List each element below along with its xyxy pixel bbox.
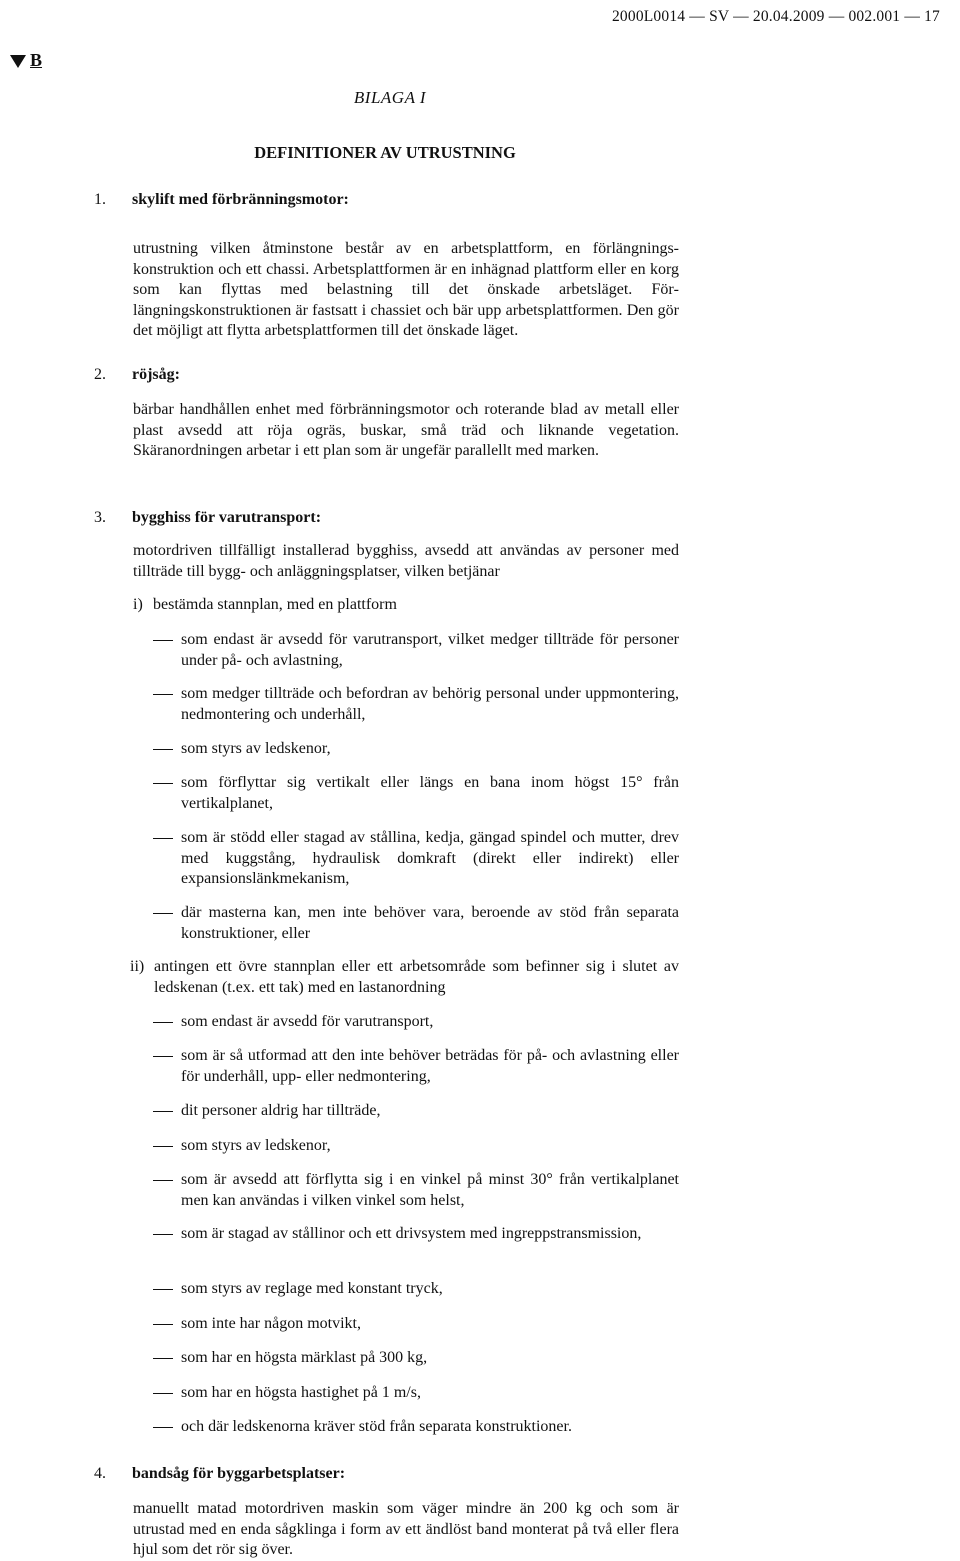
em-dash-rule <box>153 913 173 914</box>
em-dash-rule <box>153 1393 173 1394</box>
running-header: 2000L0014 — SV — 20.04.2009 — 002.001 — 17 <box>611 8 940 25</box>
sub-item-i <box>133 595 679 616</box>
dash-item: dit personer aldrig har tillträde, <box>153 1101 679 1122</box>
dash-item: som endast är avsedd för varutransport, vilket medger tillträde för personer under på- och avlastning, <box>153 630 679 671</box>
dash-item: som är stagad av stållinor och ett drivsystem med ingreppstransmission, <box>153 1224 679 1245</box>
item-3-definition: motordriven tillfälligt installerad bygghiss, avsedd att användas av personer med tillträde till bygg- och anläggningsplatser, vilken betjänar <box>133 542 679 580</box>
dash-item: och där ledskenorna kräver stöd från separata konstruktioner. <box>153 1417 679 1438</box>
item-2-definition: bärbar handhållen enhet med förbränningsmotor och roterande blad av metall eller plast avsedd att röja ogräs, buskar, små träd och liknande vegetation. Skäranordningen arbetar i ett plan som är ungefär parallellt med marken. <box>133 401 679 460</box>
em-dash-rule <box>153 1234 173 1235</box>
em-dash-rule <box>153 1022 173 1023</box>
item-4-heading <box>94 1465 345 1483</box>
item-title: röjsåg: <box>132 366 180 383</box>
amendment-marker <box>10 50 42 71</box>
em-dash-rule <box>153 1146 173 1147</box>
dash-item: där masterna kan, men inte behöver vara, beroende av stöd från separata konstruktioner, eller <box>153 903 679 944</box>
sub-item-label: i) <box>133 596 143 613</box>
em-dash-rule <box>153 838 173 839</box>
dash-item: som inte har någon motvikt, <box>153 1314 679 1335</box>
dash-item: som styrs av reglage med konstant tryck, <box>153 1279 679 1300</box>
dash-item: som har en högsta märklast på 300 kg, <box>153 1348 679 1369</box>
sub-item-text: bestämda stannplan, med en plattform <box>153 596 397 613</box>
em-dash-rule <box>153 1427 173 1428</box>
em-dash-rule <box>153 783 173 784</box>
em-dash-rule <box>153 1358 173 1359</box>
item-title: bandsåg för byggarbetsplatser: <box>132 1465 346 1482</box>
item-3-heading <box>94 509 321 527</box>
dash-item: som medger tillträde och befordran av behörig personal under uppmontering, nedmontering och underhåll, <box>153 684 679 725</box>
document-title: DEFINITIONER AV UTRUSTNING <box>254 143 516 162</box>
em-dash-rule <box>153 1289 173 1290</box>
item-number: 2. <box>94 366 106 383</box>
sub-item-label: ii) <box>130 958 145 975</box>
dash-item: som är avsedd att förflytta sig i en vinkel på minst 30° från vertikalplanet men kan användas i vilken vinkel som helst, <box>153 1170 679 1211</box>
item-4-definition: manuellt matad motordriven maskin som väger mindre än 200 kg och som är utrustad med en enda sågklinga i form av ett ändlöst band monterat på två eller flera hjul som det rör sig över. <box>133 1500 679 1559</box>
em-dash-rule <box>153 1180 173 1181</box>
item-number: 1. <box>94 191 106 208</box>
dash-item: som styrs av ledskenor, <box>153 1136 679 1157</box>
amendment-marker-letter: B <box>30 50 43 70</box>
dash-item: som har en högsta hastighet på 1 m/s, <box>153 1383 679 1404</box>
sub-item-text: antingen ett övre stannplan eller ett arbetsområde som befinner sig i slutet av ledskenan (t.ex. ett tak) med en lastanordning <box>154 958 679 996</box>
em-dash-rule <box>153 1056 173 1057</box>
dash-item: som förflyttar sig vertikalt eller längs en bana inom högst 15° från vertikalplanet, <box>153 773 679 814</box>
dash-item: som är stödd eller stagad av stållina, kedja, gängad spindel och mutter, drev med kuggstång, hydraulisk domkraft (direkt eller indirekt) eller expansionslänkmekanism, <box>153 828 679 890</box>
item-title: skylift med förbränningsmotor: <box>132 191 349 208</box>
em-dash-rule <box>153 749 173 750</box>
item-number: 3. <box>94 509 106 526</box>
em-dash-rule <box>153 694 173 695</box>
dash-item: som är så utformad att den inte behöver beträdas för på- och avlastning eller för underhåll, upp- eller nedmontering, <box>153 1046 679 1087</box>
sub-item-ii <box>130 957 679 998</box>
item-1-definition: utrustning vilken åtminstone består av en arbetsplattform, en förlängningskonstruktion och ett chassi. Arbetsplattformen är en inhägnad plattform eller en korg som kan flyttas med belastning till det önskade arbetsläget. Förlängningskonstruktionen är fastsatt i chassiet och bär upp arbetsplattformen. Den gör det möjligt att flytta arbetsplattformen till det önskade läget. <box>133 240 679 340</box>
em-dash-rule <box>153 1111 173 1112</box>
annex-heading: BILAGA I <box>353 88 427 107</box>
em-dash-rule <box>153 1324 173 1325</box>
dash-item: som endast är avsedd för varutransport, <box>153 1012 679 1033</box>
item-1-heading <box>94 191 349 209</box>
em-dash-rule <box>153 640 173 641</box>
item-title: bygghiss för varutransport: <box>132 509 322 526</box>
item-number: 4. <box>94 1465 106 1482</box>
item-2-heading <box>94 366 180 384</box>
triangle-down-icon <box>10 55 26 68</box>
dash-item: som styrs av ledskenor, <box>153 739 679 760</box>
